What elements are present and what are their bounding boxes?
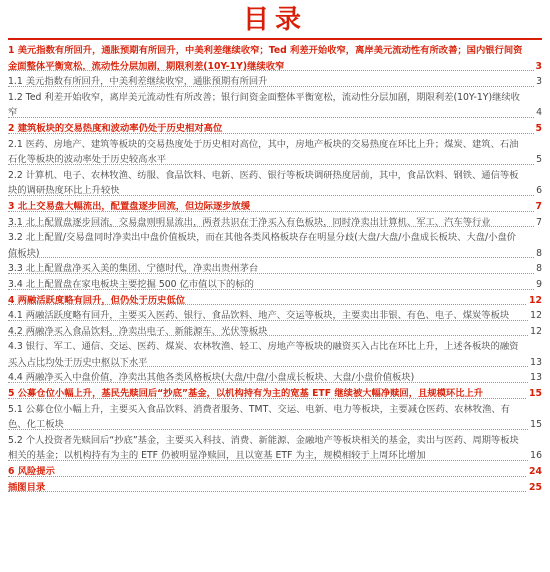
toc-entry-text: 3.1 北上配置盘逐步回流，交易盘则明显流出，两者共识在于净买入有色板块，同时净卖出计算机、军工、汽车等行业 — [8, 216, 491, 228]
toc-entry-text: 5 公募仓位小幅上升，基民先赎回后“抄底”基金，以机构持有为主的宽基 ETF 继续被大幅净赎回，且规模环比上升 — [8, 388, 484, 400]
toc-subsection-link[interactable] — [8, 230, 542, 261]
toc-subsection-link[interactable] — [8, 402, 542, 433]
toc-entry-text: 6 风险提示 — [8, 466, 55, 478]
toc-leader-dots — [8, 86, 542, 87]
toc-page-number: 13 — [528, 370, 542, 386]
toc-list — [8, 43, 542, 495]
toc-page-number: 15 — [528, 417, 542, 433]
toc-leader-dots — [8, 289, 542, 290]
toc-leader-dots — [8, 398, 542, 399]
toc-leader-dots — [8, 211, 542, 212]
toc-section-link[interactable] — [8, 199, 542, 215]
toc-subsection-link[interactable] — [8, 90, 542, 121]
toc-page-number: 8 — [534, 246, 542, 262]
toc-subsection-link[interactable] — [8, 215, 542, 231]
toc-subsection-link[interactable] — [8, 370, 542, 386]
toc-section-link[interactable] — [8, 386, 542, 402]
toc-entry-text: 插图目录 — [8, 481, 46, 493]
toc-leader-dots — [8, 382, 542, 383]
toc-entry-text: 2.1 医药、房地产、建筑等板块的交易热度处于历史相对高位，其中，房地产板块的交易热度在环比上升；煤炭、建筑、石油石化等板块的波动率处于历史较高水平 — [8, 138, 519, 166]
toc-leader-dots — [8, 195, 542, 196]
toc-page-number: 4 — [534, 105, 542, 121]
toc-entry-text: 4.1 两融活跃度略有回升，主要买入医药、银行、食品饮料、地产、交运等板块，主要卖出非银、有色、电子、煤炭等板块 — [8, 310, 510, 322]
toc-section-link[interactable] — [8, 293, 542, 309]
toc-leader-dots — [8, 460, 542, 461]
toc-entry-text: 2.2 计算机、电子、农林牧渔、纺服、食品饮料、电新、医药、银行等板块调研热度居前，其中，食品饮料、钢铁、通信等板块的调研热度环比上升较快 — [8, 169, 519, 197]
toc-page-number: 12 — [527, 293, 542, 309]
toc-entry-text: 5.2 个人投资者先赎回后“抄底”基金，主要买入科技、消费、新能源、金融地产等板块相关的基金，卖出与医药、周期等板块相关的基金；以机构持有为主的 ETF 仍被明显净赎回，且以宽基 ETF 为主，规模相较于上周环比增加 — [8, 434, 519, 462]
toc-entry-text: 4.4 两融净买入中盘价值，净卖出其他各类风格板块(大盘/中盘/小盘成长板块、大盘/小盘价值板块) — [8, 372, 415, 384]
toc-subsection-link[interactable] — [8, 339, 542, 370]
toc-leader-dots — [8, 491, 542, 492]
toc-subsection-link[interactable] — [8, 261, 542, 277]
toc-section-link[interactable] — [8, 464, 542, 480]
toc-page-number: 6 — [534, 183, 542, 199]
toc-entry-text: 4.2 两融净买入食品饮料，净卖出电子、新能源车、光伏等板块 — [8, 325, 268, 337]
toc-page-number: 25 — [527, 480, 542, 496]
toc-section-link[interactable] — [8, 43, 542, 74]
toc-subsection-link[interactable] — [8, 74, 542, 90]
toc-leader-dots — [8, 304, 542, 305]
toc-page-number: 3 — [534, 59, 542, 75]
toc-section-link[interactable] — [8, 121, 542, 137]
toc-page-number: 7 — [534, 215, 542, 231]
toc-entry-text: 1 美元指数有所回升，通胀预期有所回升，中美利差继续收窄；Ted 利差开始收窄，离岸美元流动性有所改善；国内银行间资金面整体平衡宽松，流动性分层加剧，期限利差(10Y-1Y)继续收窄 — [8, 45, 523, 72]
toc-page-number: 13 — [528, 355, 542, 371]
toc-page-number: 5 — [534, 152, 542, 168]
toc-subsection-link[interactable] — [8, 324, 542, 340]
toc-leader-dots — [8, 320, 542, 321]
toc-page-number: 24 — [527, 464, 542, 480]
toc-entry-text: 4.3 银行、军工、通信、交运、医药、煤炭、农林牧渔、轻工、房地产等板块的融资买入占比在环比上升，上述各板块的融资买入占比均处于历史中枢以下水平 — [8, 341, 519, 368]
toc-leader-dots — [8, 366, 542, 367]
toc-leader-dots — [8, 164, 542, 165]
toc-entry-text: 1.1 美元指数有所回升，中美利差继续收窄，通胀预期有所回升 — [8, 76, 268, 88]
toc-subsection-link[interactable] — [8, 277, 542, 293]
toc-page-number: 8 — [534, 261, 542, 277]
toc-subsection-link[interactable] — [8, 168, 542, 199]
toc-leader-dots — [8, 335, 542, 336]
toc-subsection-link[interactable] — [8, 433, 542, 464]
toc-page-number: 9 — [534, 277, 542, 293]
toc-leader-dots — [8, 133, 542, 134]
toc-leader-dots — [8, 70, 542, 71]
toc-entry-text: 1.2 Ted 利差开始收窄，离岸美元流动性有所改善；银行间资金面整体平衡宽松，流动性分层加剧，期限利差(10Y-1Y)继续收窄 — [8, 91, 520, 119]
toc-leader-dots — [8, 226, 542, 227]
toc-entry-text: 3.2 北上配置/交易盘同时净卖出中盘价值板块，而在其他各类风格板块存在明显分歧(大盘/大盘/小盘成长板块、大盘/小盘价值板块) — [8, 232, 517, 259]
toc-subsection-link[interactable] — [8, 308, 542, 324]
toc-entry-text: 2 建筑板块的交易热度和波动率仍处于历史相对高位 — [8, 122, 223, 134]
toc-leader-dots — [8, 257, 542, 258]
toc-entry-text: 5.1 公募仓位小幅上升，主要买入食品饮料、消费者服务、TMT、交运、电新、电力等板块，主要减仓医药、农林牧渔、有色、化工板块 — [8, 403, 510, 431]
toc-page-number: 3 — [534, 74, 542, 90]
toc-title: 目录 — [242, 5, 307, 35]
toc-page-number: 12 — [528, 308, 542, 324]
title-divider — [8, 38, 542, 40]
toc-page-number: 16 — [528, 448, 542, 464]
toc-leader-dots — [8, 476, 542, 477]
toc-page-number: 7 — [534, 199, 542, 215]
toc-page-number: 15 — [527, 386, 542, 402]
toc-entry-text: 3 北上交易盘大幅流出，配置盘逐步回流，但边际逐步放缓 — [8, 200, 251, 212]
toc-leader-dots — [8, 273, 542, 274]
toc-leader-dots — [8, 117, 542, 118]
toc-entry-text: 3.4 北上配置盘在家电板块主要挖掘 500 亿市值以下的标的 — [8, 278, 254, 290]
toc-leader-dots — [8, 429, 542, 430]
toc-entry-text: 3.3 北上配置盘净买入美的集团、宁德时代，净卖出贵州茅台 — [8, 263, 259, 275]
toc-page-number: 12 — [528, 324, 542, 340]
toc-page-number: 5 — [534, 121, 542, 137]
toc-entry-text: 4 两融活跃度略有回升，但仍处于历史低位 — [8, 294, 186, 306]
toc-subsection-link[interactable] — [8, 137, 542, 168]
toc-section-link[interactable] — [8, 480, 542, 496]
